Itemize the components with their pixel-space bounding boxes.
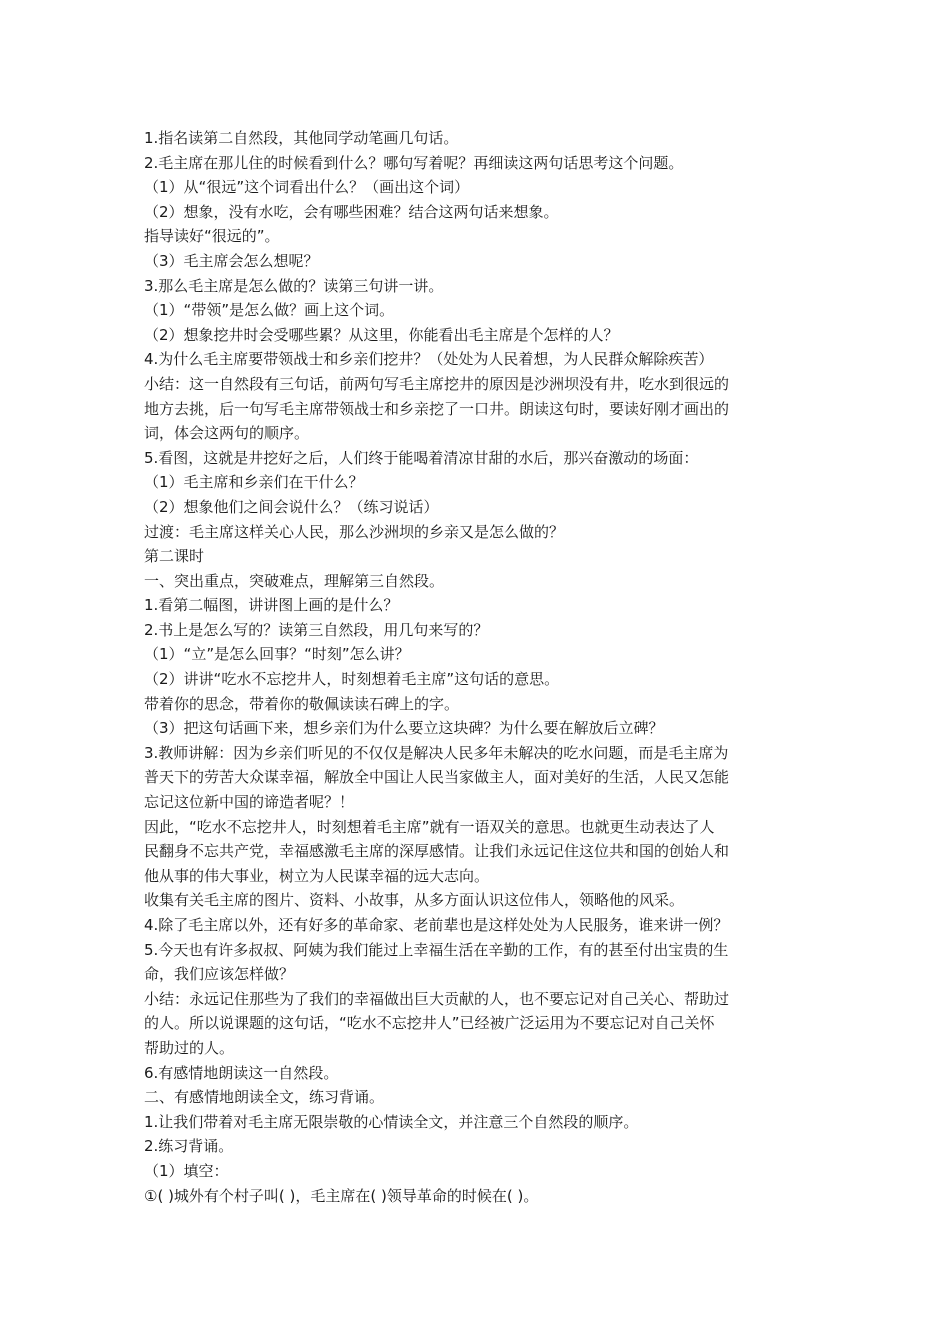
text-line: 带着你的思念，带着你的敬佩读读石碑上的字。	[144, 694, 460, 713]
text-line: 2.练习背诵。	[144, 1137, 234, 1156]
text-line: 3.教师讲解：因为乡亲们听见的不仅仅是解决人民多年未解决的吃水问题，而是毛主席为	[144, 743, 729, 762]
text-line: 因此，“吃水不忘挖井人，时刻想着毛主席”就有一语双关的意思。也就更生动表达了人	[144, 817, 715, 836]
text-line: 2.毛主席在那儿住的时候看到什么？哪句写着呢？再细读这两句话思考这个问题。	[144, 153, 684, 172]
text-line: 的人。所以说课题的这句话，“吃水不忘挖井人”已经被广泛运用为不要忘记对自己关怀	[144, 1014, 715, 1033]
text-line: 6.有感情地朗读这一自然段。	[144, 1063, 339, 1082]
text-line: 词，体会这两句的顺序。	[144, 424, 310, 443]
text-line: 1.看第二幅图，讲讲图上画的是什么？	[144, 596, 399, 615]
text-line: 民翻身不忘共产党，幸福感激毛主席的深厚感情。让我们永远记住这位共和国的创始人和	[144, 842, 730, 861]
text-line: （1）从“很远”这个词看出什么？（画出这个词）	[144, 178, 470, 197]
section-heading: 二、有感情地朗读全文，练习背诵。	[144, 1088, 385, 1107]
text-line: （2）想象他们之间会说什么？（练习说话）	[144, 497, 439, 516]
text-line: 收集有关毛主席的图片、资料、小故事，从多方面认识这位伟人，领略他的风采。	[144, 891, 685, 910]
text-line: 1.让我们带着对毛主席无限崇敬的心情读全文，并注意三个自然段的顺序。	[144, 1112, 639, 1131]
section-heading: 一、突出重点，突破难点，理解第三自然段。	[144, 571, 445, 590]
text-line: 地方去挑，后一句写毛主席带领战士和乡亲挖了一口井。朗读这句时，要读好刚才画出的	[144, 399, 730, 418]
text-line: 3.那么毛主席是怎么做的？读第三句讲一讲。	[144, 276, 444, 295]
text-line: 命，我们应该怎样做？	[144, 965, 295, 984]
text-line: （1）毛主席和乡亲们在干什么？	[144, 473, 364, 492]
text-line: 5.今天也有许多叔叔、阿姨为我们能过上幸福生活在辛勤的工作，有的甚至付出宝贵的生	[144, 940, 729, 959]
fill-in-blank-line: ①( )城外有个村子叫( )，毛主席在( )领导革命的时候在( )。	[144, 1186, 539, 1205]
text-line: 5.看图，这就是井挖好之后，人们终于能喝着清凉甘甜的水后，那兴奋激动的场面：	[144, 448, 699, 467]
text-line: 他从事的伟大事业，树立为人民谋幸福的远大志向。	[144, 866, 490, 885]
document-page	[144, 126, 814, 1208]
section-heading: 第二课时	[144, 547, 205, 566]
text-line: （2）想象挖井时会受哪些累？从这里，你能看出毛主席是个怎样的人？	[144, 325, 619, 344]
text-line: （1）填空：	[144, 1161, 229, 1180]
text-line: （1）“立”是怎么回事？“时刻”怎么讲？	[144, 645, 410, 664]
text-line: 指导读好“很远的”。	[144, 227, 280, 246]
text-line: 2.书上是怎么写的？读第三自然段，用几句来写的？	[144, 620, 489, 639]
text-line: 小结：永远记住那些为了我们的幸福做出巨大贡献的人，也不要忘记对自己关心、帮助过	[144, 989, 730, 1008]
text-line: （1）“带领”是怎么做？画上这个词。	[144, 301, 395, 320]
text-line: 过渡：毛主席这样关心人民，那么沙洲坝的乡亲又是怎么做的？	[144, 522, 565, 541]
text-line: （3）把这句话画下来，想乡亲们为什么要立这块碑？为什么要在解放后立碑？	[144, 719, 664, 738]
text-line: （2）想象，没有水吃，会有哪些困难？结合这两句话来想象。	[144, 202, 559, 221]
text-line: 帮助过的人。	[144, 1038, 235, 1057]
text-line: 4.为什么毛主席要带领战士和乡亲们挖井？（处处为人民着想，为人民群众解除疾苦）	[144, 350, 714, 369]
text-line: 忘记这位新中国的谛造者呢？！	[144, 793, 355, 812]
text-line: （3）毛主席会怎么想呢？	[144, 251, 319, 270]
text-line: （2）讲讲“吃水不忘挖井人，时刻想着毛主席”这句话的意思。	[144, 670, 560, 689]
text-line: 1.指名读第二自然段，其他同学动笔画几句话。	[144, 129, 459, 147]
text-line: 普天下的劳苦大众谋幸福，解放全中国让人民当家做主人，面对美好的生活，人民又怎能	[144, 768, 730, 787]
text-line: 小结：这一自然段有三句话，前两句写毛主席挖井的原因是沙洲坝没有井，吃水到很远的	[144, 374, 730, 393]
text-line: 4.除了毛主席以外，还有好多的革命家、老前辈也是这样处处为人民服务，谁来讲一例？	[144, 916, 729, 934]
